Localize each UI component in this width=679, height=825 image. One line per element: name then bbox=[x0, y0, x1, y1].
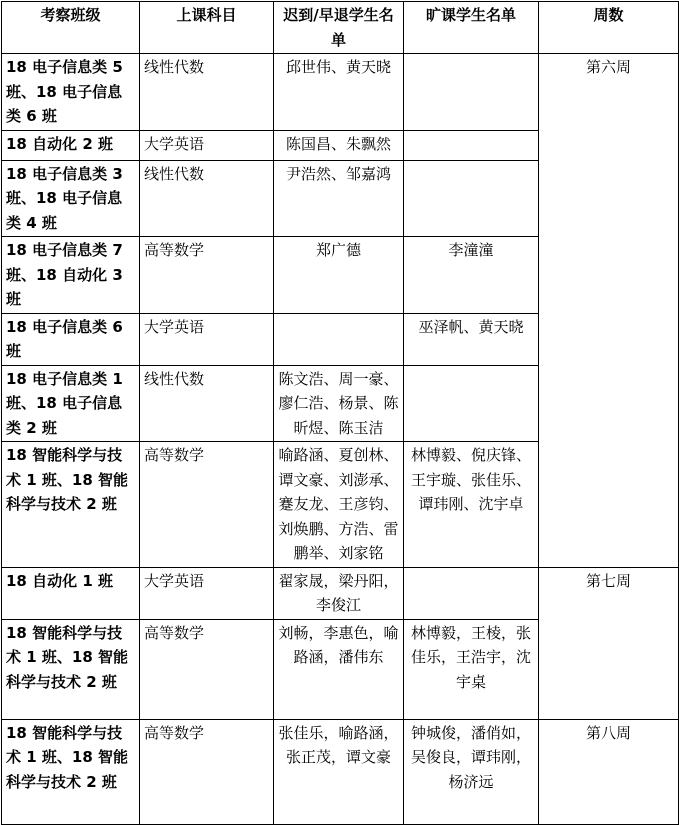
absent-cell bbox=[404, 160, 539, 237]
table-row bbox=[2, 719, 679, 824]
subject-cell: 线性代数 bbox=[140, 160, 274, 237]
class-cell: 18 自动化 2 班 bbox=[2, 130, 140, 160]
subject-cell: 大学英语 bbox=[140, 130, 274, 160]
late-cell: 尹浩然、邹嘉鸿 bbox=[274, 160, 404, 237]
absent-cell: 林博毅，王棱，张佳乐，王浩宇，沈宇桌 bbox=[404, 619, 539, 719]
absent-cell bbox=[404, 365, 539, 442]
subject-cell: 高等数学 bbox=[140, 237, 274, 314]
absent-cell bbox=[404, 54, 539, 131]
class-cell: 18 电子信息类 1 班、18 电子信息类 2 班 bbox=[2, 365, 140, 442]
absent-cell: 李潼潼 bbox=[404, 237, 539, 314]
subject-cell: 大学英语 bbox=[140, 567, 274, 619]
absent-cell bbox=[404, 130, 539, 160]
absent-cell: 林博毅、倪庆锋、王宇璇、张佳乐、谭玮刚、沈宇卓 bbox=[404, 442, 539, 568]
subject-cell: 高等数学 bbox=[140, 442, 274, 568]
class-cell: 18 智能科学与技术 1 班、18 智能科学与技术 2 班 bbox=[2, 619, 140, 719]
class-cell: 18 自动化 1 班 bbox=[2, 567, 140, 619]
header-absent: 旷课学生名单 bbox=[404, 2, 539, 54]
absent-cell: 钟城俊，潘俏如，吴俊良，谭玮刚，杨济远 bbox=[404, 719, 539, 824]
class-cell: 18 电子信息类 7 班、18 自动化 3 班 bbox=[2, 237, 140, 314]
class-cell: 18 智能科学与技术 1 班、18 智能科学与技术 2 班 bbox=[2, 442, 140, 568]
subject-cell: 线性代数 bbox=[140, 54, 274, 131]
late-cell: 邱世伟、黄天晓 bbox=[274, 54, 404, 131]
absent-cell bbox=[404, 567, 539, 619]
header-late: 迟到/早退学生名单 bbox=[274, 2, 404, 54]
header-subject: 上课科目 bbox=[140, 2, 274, 54]
late-cell: 翟家晟，梁丹阳，李俊江 bbox=[274, 567, 404, 619]
header-week: 周数 bbox=[539, 2, 679, 54]
attendance-table bbox=[1, 1, 679, 825]
table-row bbox=[2, 567, 679, 619]
late-cell: 郑广德 bbox=[274, 237, 404, 314]
class-cell: 18 电子信息类 5 班、18 电子信息类 6 班 bbox=[2, 54, 140, 131]
week-cell: 第六周 bbox=[539, 54, 679, 568]
late-cell: 喻路涵、夏创林、谭文豪、刘澎承、蹇友龙、王彦钧、刘焕鹏、方浩、雷鹏举、刘家铭 bbox=[274, 442, 404, 568]
week-cell: 第七周 bbox=[539, 567, 679, 719]
class-cell: 18 智能科学与技术 1 班、18 智能科学与技术 2 班 bbox=[2, 719, 140, 824]
subject-cell: 线性代数 bbox=[140, 365, 274, 442]
week-cell: 第八周 bbox=[539, 719, 679, 824]
late-cell: 张佳乐，喻路涵，张正茂，谭文豪 bbox=[274, 719, 404, 824]
subject-cell: 大学英语 bbox=[140, 313, 274, 365]
subject-cell: 高等数学 bbox=[140, 719, 274, 824]
class-cell: 18 电子信息类 3 班、18 电子信息类 4 班 bbox=[2, 160, 140, 237]
table-row bbox=[2, 54, 679, 131]
header-row bbox=[2, 2, 679, 54]
late-cell: 陈文浩、周一豪、廖仁浩、杨景、陈昕煜、陈玉洁 bbox=[274, 365, 404, 442]
absent-cell: 巫泽帆、黄天晓 bbox=[404, 313, 539, 365]
header-class: 考察班级 bbox=[2, 2, 140, 54]
class-cell: 18 电子信息类 6 班 bbox=[2, 313, 140, 365]
late-cell: 刘畅，李惠色，喻路涵，潘伟东 bbox=[274, 619, 404, 719]
late-cell: 陈国昌、朱飘然 bbox=[274, 130, 404, 160]
late-cell bbox=[274, 313, 404, 365]
subject-cell: 高等数学 bbox=[140, 619, 274, 719]
